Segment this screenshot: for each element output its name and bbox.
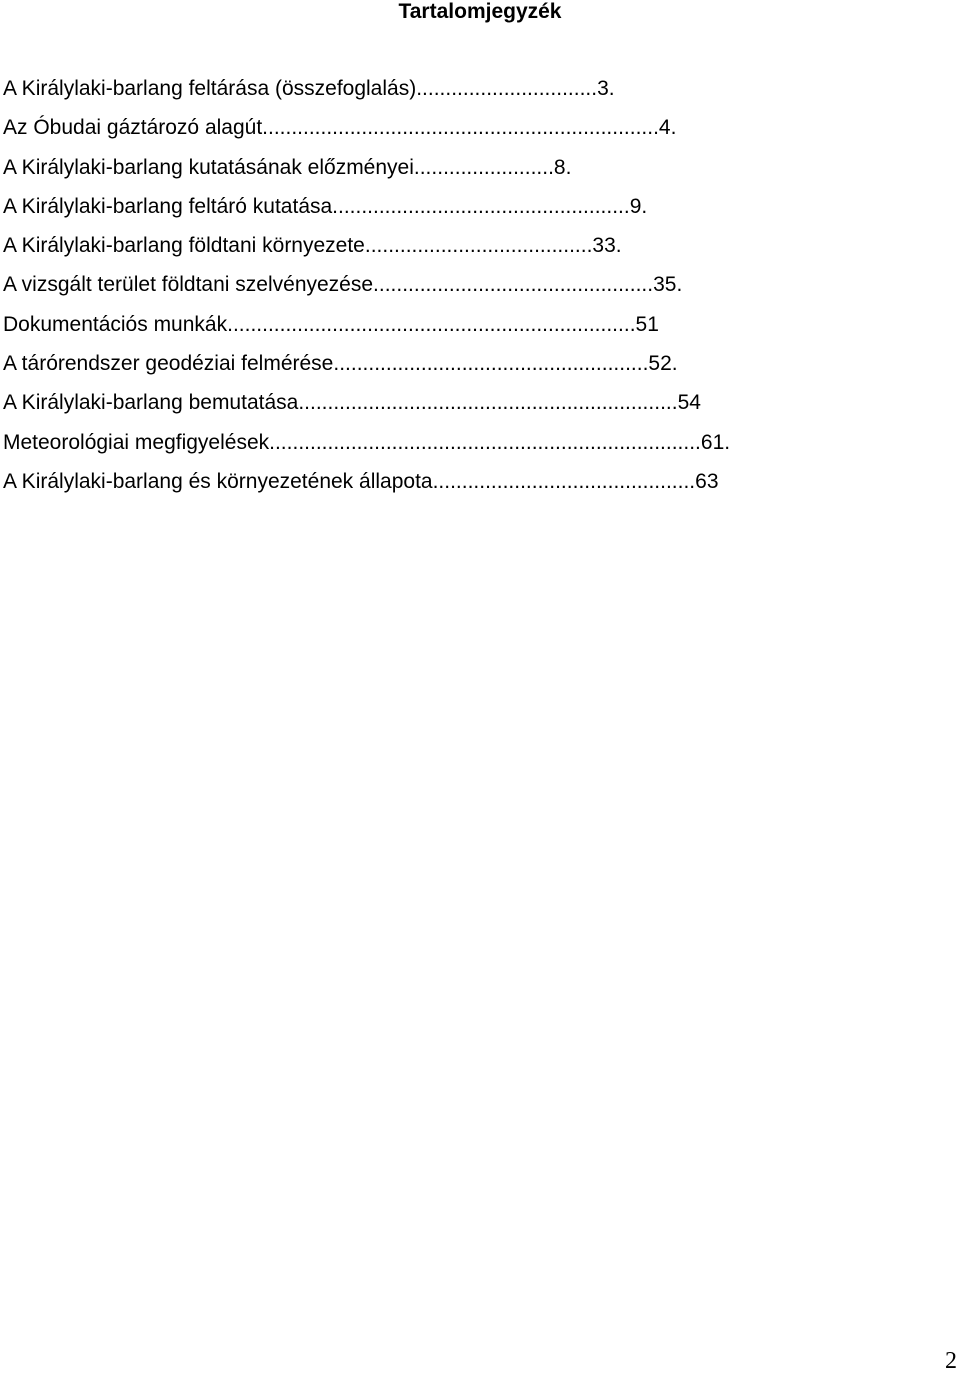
toc-entry-leader: ......................................................................: [227, 312, 636, 336]
toc-entry-leader: .............................................: [432, 469, 696, 493]
page-number: 2: [945, 1348, 957, 1374]
toc-entry-title: A Királylaki-barlang bemutatása: [3, 391, 299, 415]
toc-entry-title: A Királylaki-barlang földtani környezete: [3, 234, 365, 258]
toc-entry[interactable]: [3, 350, 903, 389]
toc-entry-leader: .................................................................: [298, 391, 678, 415]
toc-entry-title: A Királylaki-barlang feltáró kutatása: [3, 194, 333, 218]
toc-entry-title: Az Óbudai gáztározó alagút: [3, 116, 263, 140]
toc-entry-title: A tárórendszer geodéziai felmérése: [3, 352, 334, 376]
toc-entry-page: 8.: [553, 155, 572, 179]
toc-entry[interactable]: [3, 389, 903, 428]
toc-entry-leader: ......................................................: [333, 352, 649, 376]
toc-entry[interactable]: [3, 271, 903, 310]
toc-entry-leader: .......................................: [364, 234, 593, 258]
toc-entry-leader: ...................................................: [332, 194, 630, 218]
toc-entry-page: 54: [677, 391, 701, 415]
toc-entry-title: Meteorológiai megfigyelések: [3, 430, 270, 454]
toc-entry[interactable]: [3, 311, 903, 350]
toc-entry-title: Dokumentációs munkák: [3, 312, 228, 336]
toc-entry[interactable]: [3, 75, 903, 114]
toc-entry-leader: ................................................: [373, 273, 654, 297]
toc-entry[interactable]: [3, 429, 903, 468]
toc-entry-leader: ..........................................................................: [269, 430, 701, 454]
toc-entry-title: A Királylaki-barlang kutatásának előzményei: [3, 155, 414, 179]
toc-entry-title: A vizsgált terület földtani szelvényezése: [3, 273, 374, 297]
toc-entry-page: 3.: [597, 77, 615, 100]
toc-entry[interactable]: [3, 232, 903, 271]
toc-entry[interactable]: [3, 468, 903, 507]
toc-entry[interactable]: [3, 114, 903, 153]
toc-entry-leader: ........................: [413, 155, 554, 179]
toc-entry-title: A Királylaki-barlang és környezetének állapota: [3, 469, 433, 493]
toc-entry[interactable]: [3, 154, 903, 193]
toc-entry-page: 4.: [658, 116, 677, 140]
table-of-contents: [3, 75, 903, 507]
toc-entry-page: 51: [635, 312, 659, 336]
toc-entry-page: 9.: [629, 194, 648, 218]
toc-entry-leader: ...............................: [416, 77, 598, 100]
toc-entry-title: A Királylaki-barlang feltárása (összefoglalás): [3, 77, 417, 100]
toc-entry-page: 61.: [700, 430, 731, 454]
page-title: Tartalomjegyzék: [398, 0, 562, 23]
toc-entry-page: 35.: [653, 273, 683, 297]
toc-entry-page: 52.: [648, 352, 678, 376]
toc-entry-leader: ....................................................................: [262, 116, 659, 140]
toc-entry-page: 63: [695, 469, 719, 493]
toc-entry-page: 33.: [592, 234, 622, 258]
toc-entry[interactable]: [3, 193, 903, 232]
